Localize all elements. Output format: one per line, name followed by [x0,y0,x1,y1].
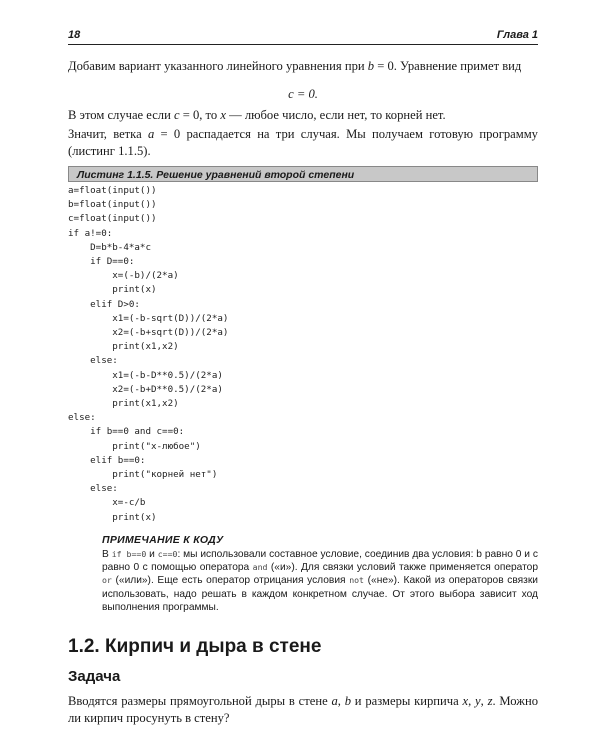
subsection-heading: Задача [68,668,121,685]
code-listing: a=float(input()) b=float(input()) c=float(input()) if a!=0: D=b*b-4*a*c if D==0: x=(-b)/(2*a) print(x) elif D>0: x1=(-b-sqrt(D))/(2*a) x2=(-b+sqrt(D))/(2*a) print(x1,x2) else: x1=(-b-D**0.5)/(2*a) x2=(-b+D**0.5)/(2*a) print(x1,x2) else: if b==0 and c==0: print("x-любое") elif b==0: print("корней нет") else: x=-c/b print(x) [68,185,229,523]
paragraph-linear-equation: Добавим вариант указанного линейного уравнения при b = 0. Уравнение примет вид [68,59,522,73]
page-number: 18 [68,29,81,41]
task-paragraph: Вводятся размеры прямоугольной дыры в стене a, b и размеры кирпича x, y, z. Можно ли кирпич просунуть в стену? [68,694,539,725]
listing-title: Листинг 1.1.5. Решение уравнений второй степени [68,166,538,182]
code-note: В if b==0 и c==0: мы использовали составное условие, соединив два условия: b равно 0 и c равно 0 с помощью оператора and («и»). Для связки условий также применяется оператор or («или»). Еще есть оператор отрицания условия not («не»). Какой из операторов связки использовать, надо решать в каждом конкретном случае. От этого выбора зависит ход выполнения программы. [102,549,539,613]
running-header [68,28,538,45]
paragraph-case: В этом случае если c = 0, то x — любое число, если нет, то корней нет. [68,108,446,122]
equation: c = 0. [288,87,318,101]
paragraph-branch: Значит, ветка a = 0 распадается на три случая. Мы получаем готовую программу (листинг 1.1.5). [68,127,538,158]
section-heading: 1.2. Кирпич и дыра в стене [68,636,322,657]
note-title: ПРИМЕЧАНИЕ К КОДУ [102,534,224,546]
chapter-label: Глава 1 [496,29,538,41]
